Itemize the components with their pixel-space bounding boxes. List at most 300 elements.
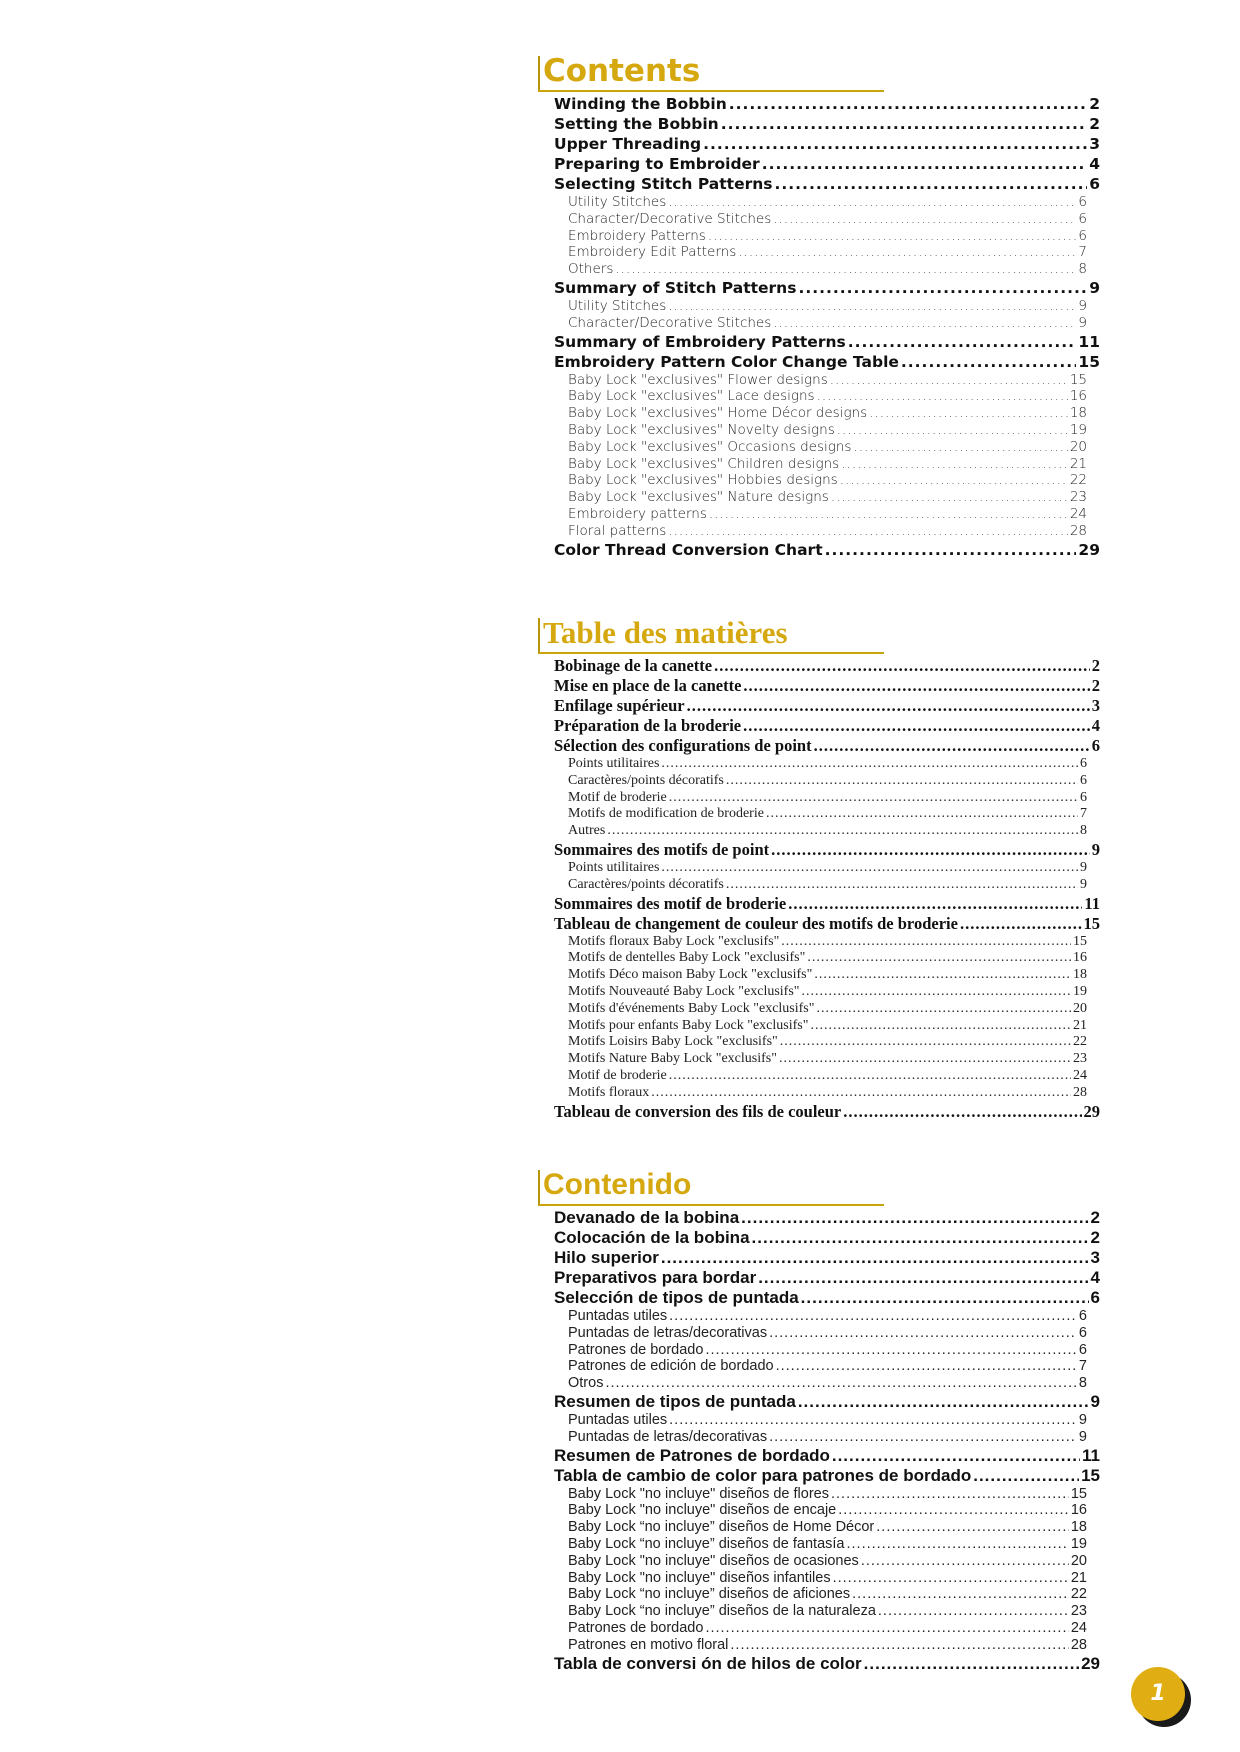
- dot-leader: [743, 716, 1090, 736]
- toc-entries: [538, 656, 1118, 1122]
- entry-page-number: 18: [1073, 967, 1087, 983]
- dot-leader: [726, 877, 1078, 894]
- dot-leader: [762, 154, 1088, 174]
- entry-label: Embroidery Pattern Color Change Table: [554, 352, 899, 371]
- entry-label: Points utilitaires: [568, 756, 660, 771]
- entry-label: Baby Lock "exclusives" Nature designs: [568, 489, 829, 506]
- entry-page-number: 28: [1070, 1636, 1087, 1653]
- toc-subentry[interactable]: [568, 405, 1087, 422]
- toc-subentry[interactable]: [568, 984, 1087, 1001]
- entry-label: Embroidery Patterns: [568, 227, 706, 244]
- dot-leader: [843, 1102, 1081, 1122]
- toc-subentry[interactable]: [568, 1358, 1087, 1375]
- toc-subentry[interactable]: [568, 211, 1087, 228]
- toc-subentry[interactable]: [568, 261, 1087, 278]
- header-vertical-bar: [538, 56, 540, 92]
- entry-label: Utility Stitches: [568, 297, 667, 314]
- entry-page-number: 4: [1091, 716, 1100, 735]
- toc-subentry[interactable]: [568, 1502, 1087, 1519]
- dot-leader: [801, 1288, 1089, 1308]
- entry-page-number: 4: [1090, 1268, 1100, 1287]
- toc-subentry[interactable]: [568, 1034, 1087, 1051]
- entry-page-number: 20: [1069, 438, 1087, 455]
- toc-entries: [538, 1208, 1118, 1674]
- entry-label: Patrones en motivo floral: [568, 1636, 729, 1653]
- dot-leader: [869, 405, 1068, 422]
- entry-page-number: 9: [1091, 839, 1100, 859]
- toc-subentry[interactable]: [568, 439, 1087, 456]
- entry-page-number: 6: [1078, 194, 1087, 210]
- toc-subentry[interactable]: [568, 1486, 1087, 1503]
- toc-subentry[interactable]: [568, 950, 1087, 967]
- entry-label: Tabla de conversi ón de hilos de color: [554, 1653, 862, 1673]
- page-number: 1: [1150, 1681, 1166, 1706]
- dot-leader: [814, 736, 1090, 756]
- toc-entry[interactable]: [554, 1228, 1100, 1248]
- toc-entry[interactable]: [554, 1288, 1100, 1308]
- entry-page-number: 20: [1070, 1552, 1087, 1569]
- toc-entry[interactable]: [554, 540, 1100, 560]
- dot-leader: [758, 1268, 1088, 1288]
- toc-entry[interactable]: [554, 278, 1100, 298]
- toc-entry[interactable]: [554, 656, 1100, 676]
- toc-subentry[interactable]: [568, 372, 1087, 389]
- entry-label: Motif de broderie: [568, 1067, 667, 1083]
- entry-page-number: 6: [1078, 227, 1087, 244]
- toc-entries: [538, 94, 1118, 560]
- toc-entry[interactable]: [554, 736, 1100, 756]
- entry-page-number: 24: [1070, 1619, 1087, 1636]
- toc-subentry[interactable]: [568, 773, 1087, 790]
- entry-label: Character/Decorative Stitches: [568, 314, 772, 331]
- toc-entry[interactable]: [554, 1446, 1100, 1466]
- dot-leader: [878, 1603, 1069, 1620]
- toc-subentry[interactable]: [568, 422, 1087, 439]
- entry-page-number: 6: [1089, 175, 1100, 193]
- section-title: Contenido: [543, 1168, 692, 1201]
- toc-subentry[interactable]: [568, 877, 1087, 894]
- dot-leader: [669, 1412, 1077, 1429]
- entry-label: Preparing to Embroider: [554, 155, 760, 173]
- entry-page-number: 9: [1080, 876, 1087, 892]
- entry-label: Colocación de la bobina: [554, 1228, 750, 1247]
- dot-leader: [726, 773, 1078, 790]
- entry-page-number: 21: [1073, 1017, 1087, 1033]
- entry-label: Préparation de la broderie: [554, 716, 742, 735]
- entry-page-number: 28: [1069, 522, 1087, 539]
- entry-label: Baby Lock “no incluye” diseños de fantasía: [568, 1535, 845, 1552]
- section-header: [538, 1170, 1118, 1206]
- entry-label: Motifs floraux: [568, 1084, 650, 1100]
- dot-leader: [709, 506, 1068, 523]
- dot-leader: [669, 790, 1078, 807]
- toc-entry[interactable]: [554, 676, 1100, 696]
- entry-label: Baby Lock "no incluye" diseños de ocasiones: [568, 1552, 859, 1569]
- toc-entry[interactable]: [554, 696, 1100, 716]
- dot-leader: [668, 194, 1076, 211]
- section-title: Table des matières: [543, 615, 788, 650]
- dot-leader: [830, 372, 1068, 389]
- toc-subentry[interactable]: [568, 523, 1087, 540]
- toc-section-english: [538, 53, 1118, 560]
- dot-leader: [853, 439, 1067, 456]
- entry-label: Sommaires des motifs de point: [554, 839, 770, 859]
- toc-subentry[interactable]: [568, 489, 1087, 506]
- entry-page-number: 9: [1078, 1428, 1087, 1445]
- entry-page-number: 6: [1080, 756, 1087, 771]
- toc-subentry[interactable]: [568, 1325, 1087, 1342]
- dot-leader: [807, 950, 1071, 967]
- entry-page-number: 23: [1069, 489, 1087, 506]
- entry-page-number: 18: [1069, 405, 1087, 422]
- entry-label: Patrones de bordado: [568, 1619, 704, 1636]
- toc-subentry[interactable]: [568, 298, 1087, 315]
- dot-leader: [738, 244, 1076, 261]
- entry-page-number: 11: [1084, 893, 1100, 913]
- entry-page-number: 15: [1069, 371, 1087, 388]
- entry-label: Baby Lock "exclusives" Flower designs: [568, 371, 828, 388]
- entry-label: Motifs Déco maison Baby Lock "exclusifs": [568, 967, 813, 983]
- toc-subentry[interactable]: [568, 1001, 1087, 1018]
- dot-leader: [607, 823, 1078, 840]
- toc-subentry[interactable]: [568, 756, 1087, 773]
- entry-page-number: 18: [1070, 1519, 1087, 1536]
- toc-subentry[interactable]: [568, 1375, 1087, 1392]
- entry-label: Motif de broderie: [568, 789, 667, 805]
- toc-subentry[interactable]: [568, 934, 1087, 951]
- entry-label: Baby Lock "exclusives" Lace designs: [568, 388, 815, 405]
- entry-page-number: 6: [1080, 772, 1087, 788]
- dot-leader: [730, 1637, 1068, 1654]
- dot-leader: [687, 696, 1090, 716]
- dot-leader: [661, 756, 1078, 773]
- dot-leader: [788, 894, 1082, 914]
- dot-leader: [668, 298, 1076, 315]
- dot-leader: [705, 1620, 1068, 1637]
- entry-label: Baby Lock "exclusives" Children designs: [568, 455, 840, 472]
- toc-subentry[interactable]: [568, 228, 1087, 245]
- entry-label: Baby Lock "no incluye" diseños infantiles: [568, 1569, 831, 1586]
- entry-page-number: 22: [1073, 1034, 1087, 1050]
- entry-label: Puntadas de letras/decorativas: [568, 1324, 768, 1341]
- toc-entry[interactable]: [554, 1268, 1100, 1288]
- toc-subentry[interactable]: [568, 194, 1087, 211]
- toc-entry[interactable]: [554, 1208, 1100, 1228]
- dot-leader: [846, 1536, 1068, 1553]
- dot-leader: [766, 806, 1078, 823]
- entry-page-number: 7: [1080, 806, 1087, 822]
- dot-leader: [798, 1392, 1089, 1412]
- entry-label: Baby Lock “no incluye” diseños de Home Décor: [568, 1519, 875, 1536]
- entry-label: Tableau de changement de couleur des motifs de broderie: [554, 913, 958, 933]
- header-underline: [538, 90, 884, 92]
- entry-page-number: 9: [1090, 1391, 1100, 1411]
- entry-page-number: 11: [1078, 332, 1100, 351]
- toc-subentry[interactable]: [568, 1519, 1087, 1536]
- toc-subentry[interactable]: [568, 1536, 1087, 1553]
- entry-page-number: 9: [1089, 278, 1100, 297]
- dot-leader: [876, 1519, 1069, 1536]
- entry-page-number: 2: [1089, 95, 1100, 113]
- entry-label: Baby Lock “no incluye” diseños de aficiones: [568, 1586, 851, 1603]
- entry-label: Devanado de la bobina: [554, 1208, 740, 1227]
- toc-subentry[interactable]: [568, 388, 1087, 405]
- entry-page-number: 9: [1078, 314, 1087, 331]
- entry-label: Enfilage supérieur: [554, 696, 685, 715]
- entry-label: Motifs d'événements Baby Lock "exclusifs": [568, 1000, 815, 1016]
- entry-label: Mise en place de la canette: [554, 676, 742, 695]
- dot-leader: [771, 840, 1090, 860]
- toc-entry[interactable]: [554, 94, 1100, 114]
- entry-label: Baby Lock "exclusives" Occasions designs: [568, 438, 852, 455]
- dot-leader: [661, 860, 1078, 877]
- toc-subentry[interactable]: [568, 1620, 1087, 1637]
- dot-leader: [901, 352, 1077, 372]
- dot-leader: [661, 1248, 1089, 1268]
- entry-page-number: 6: [1080, 789, 1087, 805]
- entry-label: Motifs pour enfants Baby Lock "exclusifs": [568, 1017, 809, 1033]
- entry-label: Points utilitaires: [568, 859, 660, 875]
- dot-leader: [864, 1654, 1079, 1674]
- dot-leader: [729, 94, 1087, 114]
- dot-leader: [705, 1342, 1076, 1359]
- toc-entry[interactable]: [554, 154, 1100, 174]
- toc-subentry[interactable]: [568, 1068, 1087, 1085]
- toc-entry[interactable]: [554, 1248, 1100, 1268]
- entry-label: Utility Stitches: [568, 194, 667, 210]
- entry-page-number: 28: [1073, 1084, 1087, 1100]
- entry-page-number: 15: [1078, 352, 1100, 371]
- entry-page-number: 23: [1070, 1603, 1087, 1620]
- entry-label: Motifs Loisirs Baby Lock "exclusifs": [568, 1034, 778, 1050]
- section-title: Contents: [543, 53, 701, 89]
- entry-label: Bobinage de la canette: [554, 656, 713, 675]
- header-vertical-bar: [538, 618, 540, 654]
- entry-page-number: 19: [1069, 421, 1087, 438]
- toc-subentry[interactable]: [568, 472, 1087, 489]
- entry-page-number: 19: [1073, 983, 1087, 999]
- dot-leader: [668, 523, 1068, 540]
- toc-subentry[interactable]: [568, 806, 1087, 823]
- dot-leader: [669, 1068, 1071, 1085]
- dot-leader: [814, 967, 1071, 984]
- entry-label: Others: [568, 261, 614, 278]
- toc-subentry[interactable]: [568, 967, 1087, 984]
- toc-subentry[interactable]: [568, 456, 1087, 473]
- dot-leader: [752, 1228, 1089, 1248]
- entry-page-number: 21: [1069, 455, 1087, 472]
- entry-page-number: 3: [1090, 1248, 1100, 1267]
- entry-label: Resumen de Patrones de bordado: [554, 1445, 830, 1465]
- entry-page-number: 8: [1078, 261, 1087, 278]
- dot-leader: [615, 261, 1076, 278]
- entry-label: Sommaires des motif de broderie: [554, 893, 787, 913]
- entry-label: Embroidery Edit Patterns: [568, 244, 737, 261]
- entry-label: Motifs Nature Baby Lock "exclusifs": [568, 1051, 777, 1067]
- dot-leader: [769, 1325, 1077, 1342]
- entry-label: Puntadas utiles: [568, 1308, 668, 1324]
- dot-leader: [837, 422, 1068, 439]
- entry-label: Motifs de dentelles Baby Lock "exclusifs": [568, 950, 806, 966]
- dot-leader: [780, 1034, 1071, 1051]
- toc-entry[interactable]: [554, 716, 1100, 736]
- dot-leader: [838, 1502, 1069, 1519]
- toc-section-french: [538, 615, 1118, 1122]
- entry-page-number: 24: [1069, 505, 1087, 522]
- dot-leader: [848, 332, 1077, 352]
- dot-leader: [781, 934, 1071, 951]
- entry-label: Autres: [568, 823, 606, 839]
- entry-page-number: 29: [1083, 1101, 1100, 1121]
- dot-leader: [714, 656, 1090, 676]
- toc-entry[interactable]: [554, 914, 1100, 934]
- toc-entry[interactable]: [554, 1392, 1100, 1412]
- dot-leader: [816, 1001, 1071, 1018]
- toc-entry[interactable]: [554, 134, 1100, 154]
- toc-entry[interactable]: [554, 114, 1100, 134]
- dot-leader: [798, 278, 1087, 298]
- entry-label: Winding the Bobbin: [554, 95, 727, 113]
- entry-page-number: 15: [1070, 1485, 1087, 1502]
- entry-label: Embroidery patterns: [568, 505, 707, 522]
- dot-leader: [605, 1375, 1076, 1392]
- toc-subentry[interactable]: [568, 1429, 1087, 1446]
- entry-label: Baby Lock "exclusives" Home Décor designs: [568, 405, 868, 422]
- entry-page-number: 3: [1089, 135, 1100, 153]
- entry-label: Caractères/points décoratifs: [568, 772, 724, 788]
- entry-page-number: 2: [1091, 656, 1100, 675]
- entry-page-number: 2: [1090, 1228, 1100, 1247]
- dot-leader: [708, 228, 1077, 245]
- toc-subentry[interactable]: [568, 860, 1087, 877]
- dot-leader: [825, 540, 1077, 560]
- entry-page-number: 3: [1091, 696, 1100, 715]
- entry-label: Caractères/points décoratifs: [568, 876, 724, 892]
- toc-subentry[interactable]: [568, 1051, 1087, 1068]
- entry-page-number: 21: [1070, 1569, 1087, 1586]
- entry-page-number: 22: [1070, 1586, 1087, 1603]
- entry-page-number: 2: [1089, 115, 1100, 133]
- toc-entry[interactable]: [554, 1654, 1100, 1674]
- dot-leader: [802, 984, 1072, 1001]
- entry-page-number: 9: [1080, 859, 1087, 875]
- entry-page-number: 23: [1073, 1051, 1087, 1067]
- entry-page-number: 6: [1078, 1341, 1087, 1358]
- entry-page-number: 6: [1078, 210, 1087, 227]
- toc-entry[interactable]: [554, 332, 1100, 352]
- entry-label: Baby Lock "exclusives" Novelty designs: [568, 421, 835, 438]
- entry-label: Sélection des configurations de point: [554, 736, 812, 755]
- dot-leader: [973, 1466, 1079, 1486]
- toc-subentry[interactable]: [568, 244, 1087, 261]
- toc-entry[interactable]: [554, 352, 1100, 372]
- entry-page-number: 7: [1078, 244, 1087, 261]
- toc-subentry[interactable]: [568, 1342, 1087, 1359]
- entry-label: Summary of Stitch Patterns: [554, 278, 797, 297]
- entry-page-number: 8: [1078, 1375, 1087, 1392]
- entry-page-number: 8: [1080, 823, 1087, 839]
- toc-subentry[interactable]: [568, 1570, 1087, 1587]
- entry-page-number: 4: [1089, 155, 1100, 173]
- toc-entry[interactable]: [554, 894, 1100, 914]
- entry-label: Setting the Bobbin: [554, 115, 719, 133]
- entry-label: Preparativos para bordar: [554, 1268, 757, 1287]
- toc-subentry[interactable]: [568, 1308, 1087, 1325]
- entry-page-number: 7: [1078, 1358, 1087, 1375]
- dot-leader: [852, 1586, 1069, 1603]
- dot-leader: [775, 174, 1088, 194]
- toc-entry[interactable]: [554, 1102, 1100, 1122]
- entry-page-number: 20: [1073, 1000, 1087, 1016]
- entry-label: Selecting Stitch Patterns: [554, 175, 773, 193]
- entry-page-number: 22: [1069, 472, 1087, 489]
- toc-subentry[interactable]: [568, 506, 1087, 523]
- entry-label: Floral patterns: [568, 522, 667, 539]
- entry-page-number: 29: [1078, 540, 1100, 559]
- toc-subentry[interactable]: [568, 1085, 1087, 1102]
- entry-page-number: 11: [1082, 1445, 1100, 1465]
- toc-entry[interactable]: [554, 840, 1100, 860]
- dot-leader: [833, 1570, 1069, 1587]
- entry-label: Otros: [568, 1375, 604, 1392]
- entry-page-number: 2: [1091, 676, 1100, 695]
- dot-leader: [743, 676, 1089, 696]
- entry-page-number: 6: [1078, 1308, 1087, 1324]
- dot-leader: [831, 1486, 1069, 1503]
- toc-subentry[interactable]: [568, 1553, 1087, 1570]
- dot-leader: [831, 489, 1068, 506]
- toc-subentry[interactable]: [568, 1586, 1087, 1603]
- dot-leader: [669, 1308, 1077, 1325]
- dot-leader: [769, 1429, 1077, 1446]
- dot-leader: [741, 1208, 1088, 1228]
- toc-subentry[interactable]: [568, 823, 1087, 840]
- dot-leader: [817, 388, 1068, 405]
- entry-label: Patrones de bordado: [568, 1341, 704, 1358]
- entry-page-number: 2: [1090, 1208, 1100, 1227]
- dot-leader: [773, 315, 1076, 332]
- entry-label: Hilo superior: [554, 1248, 659, 1267]
- dot-leader: [773, 211, 1076, 228]
- entry-page-number: 6: [1090, 1288, 1100, 1307]
- entry-label: Selección de tipos de puntada: [554, 1288, 799, 1307]
- section-header: [538, 615, 1118, 654]
- entry-page-number: 16: [1069, 388, 1087, 405]
- entry-label: Baby Lock "exclusives" Hobbies designs: [568, 472, 838, 489]
- toc-subentry[interactable]: [568, 1412, 1087, 1429]
- entry-label: Tabla de cambio de color para patrones de bordado: [554, 1465, 972, 1485]
- entry-label: Character/Decorative Stitches: [568, 210, 772, 227]
- entry-page-number: 16: [1073, 950, 1087, 966]
- entry-label: Baby Lock "no incluye" diseños de flores: [568, 1485, 829, 1502]
- toc-entry[interactable]: [554, 174, 1100, 194]
- toc-entry[interactable]: [554, 1466, 1100, 1486]
- entry-page-number: 6: [1091, 736, 1100, 755]
- toc-subentry[interactable]: [568, 1603, 1087, 1620]
- entry-label: Summary of Embroidery Patterns: [554, 332, 846, 351]
- toc-subentry[interactable]: [568, 1637, 1087, 1654]
- entry-label: Resumen de tipos de puntada: [554, 1391, 796, 1411]
- entry-page-number: 29: [1081, 1653, 1100, 1673]
- toc-subentry[interactable]: [568, 315, 1087, 332]
- dot-leader: [841, 456, 1068, 473]
- toc-subentry[interactable]: [568, 1018, 1087, 1035]
- toc-section-spanish: [538, 1170, 1118, 1674]
- dot-leader: [810, 1018, 1071, 1035]
- dot-leader: [721, 114, 1088, 134]
- toc-subentry[interactable]: [568, 790, 1087, 807]
- entry-page-number: 9: [1078, 297, 1087, 314]
